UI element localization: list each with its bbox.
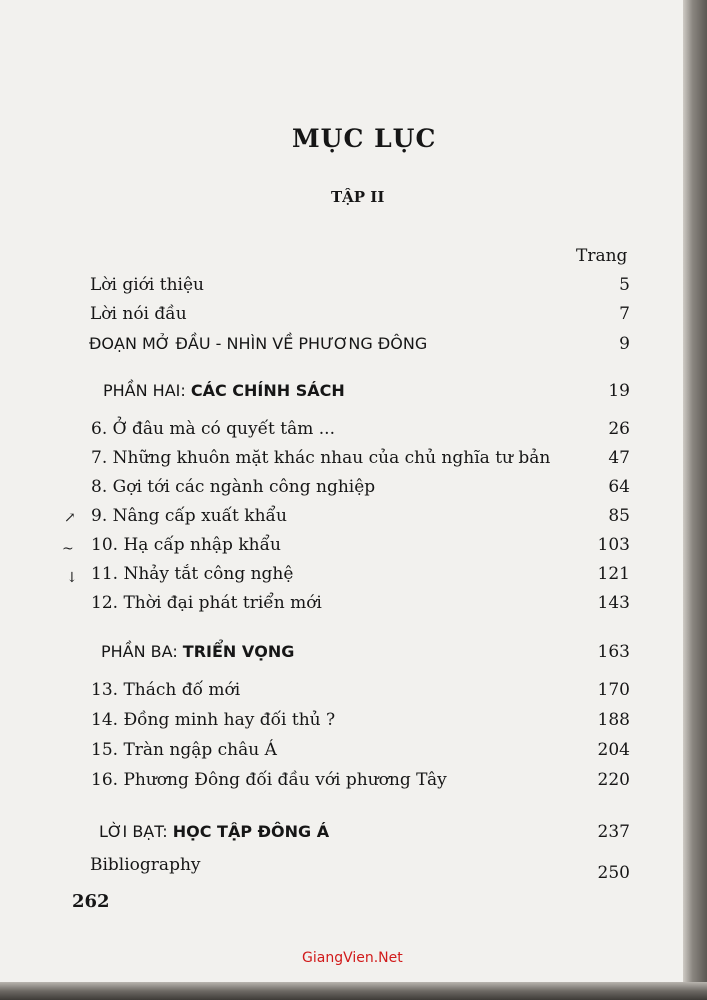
toc-entry-label: 9. Nâng cấp xuất khẩu: [91, 506, 287, 526]
toc-part-heading: [0, 642, 683, 666]
toc-entry-page: 103: [597, 535, 630, 555]
part-prefix: LỜI BẠT:: [99, 822, 173, 841]
toc-entry-label: Lời nói đầu: [90, 304, 187, 324]
pen-mark: ~: [62, 541, 74, 557]
toc-entry-page: 9: [619, 334, 630, 354]
toc-entry: [0, 535, 683, 559]
toc-entry-page: 47: [608, 448, 630, 468]
toc-entry: [0, 740, 683, 764]
toc-entry-page: 7: [619, 304, 630, 324]
page-column-header: Trang: [576, 246, 628, 266]
toc-entry-page: 250: [597, 863, 630, 883]
toc-entry-label: 12. Thời đại phát triển mới: [91, 593, 322, 613]
toc-entry-page: 26: [608, 419, 630, 439]
toc-entry-page: 204: [597, 740, 630, 760]
toc-entry-label: 6. Ở đâu mà có quyết tâm ...: [91, 419, 335, 439]
toc-entry-label: ĐOẠN MỞ ĐẦU - NHÌN VỀ PHƯƠNG ĐÔNG: [89, 334, 428, 353]
page-edge-shadow: [683, 0, 707, 1000]
toc-entry-label: 14. Đồng minh hay đối thủ ?: [91, 710, 336, 730]
toc-part-heading: [0, 822, 683, 846]
toc-entry-page: 170: [597, 680, 630, 700]
toc-entry-page: 237: [597, 822, 630, 842]
toc-entry-page: 5: [619, 275, 630, 295]
toc-entry: [0, 275, 683, 299]
toc-entry-page: 163: [597, 642, 630, 662]
toc-entry: [0, 419, 683, 443]
toc-entry-page: 188: [597, 710, 630, 730]
toc-entry-label: 16. Phương Đông đối đầu với phương Tây: [91, 770, 447, 790]
toc-entry: [0, 855, 683, 883]
toc-entry: [0, 448, 683, 472]
toc-entry-label: 8. Gợi tới các ngành công nghiệp: [91, 477, 376, 497]
part-title: HỌC TẬP ĐÔNG Á: [172, 822, 330, 841]
toc-entry: [0, 304, 683, 328]
toc-entry: [0, 710, 683, 734]
toc-entry: [0, 593, 683, 617]
toc-entry-label: 7. Những khuôn mặt khác nhau của chủ nghĩa tư bản: [91, 448, 551, 468]
page-title: MỤC LỤC: [292, 124, 437, 153]
volume-label: TẬP II: [331, 188, 385, 206]
toc-entry-label: 13. Thách đố mới: [91, 680, 241, 700]
pen-mark: ↗: [64, 510, 76, 526]
toc-entry-label: 15. Tràn ngập châu Á: [91, 740, 277, 760]
toc-part-heading: [0, 381, 683, 405]
part-title: TRIỂN VỌNG: [182, 642, 295, 661]
part-prefix: PHẦN BA:: [101, 642, 183, 661]
toc-entry: [0, 334, 683, 358]
page-bottom-shadow: [0, 982, 707, 1000]
toc-entry-label: Bibliography: [90, 855, 201, 875]
part-prefix: PHẦN HAI:: [103, 381, 191, 400]
watermark: GiangVien.Net: [302, 950, 403, 966]
toc-entry: [0, 506, 683, 530]
toc-entry-label: Lời giới thiệu: [90, 275, 204, 295]
toc-entry-page: 220: [597, 770, 630, 790]
toc-entry-page: 85: [608, 506, 630, 526]
toc-entry-page: 143: [597, 593, 630, 613]
page-number: 262: [72, 891, 110, 912]
toc-entry-page: 19: [608, 381, 630, 401]
toc-entry-page: 121: [597, 564, 630, 584]
toc-entry: [0, 770, 683, 794]
toc-entry-page: 64: [608, 477, 630, 497]
toc-entry: [0, 680, 683, 704]
pen-mark: ↓: [66, 570, 78, 586]
toc-entry-label: 10. Hạ cấp nhập khẩu: [91, 535, 281, 555]
part-title: CÁC CHÍNH SÁCH: [190, 381, 345, 400]
toc-entry: [0, 477, 683, 501]
toc-entry-label: 11. Nhảy tắt công nghệ: [91, 564, 294, 584]
toc-entry: [0, 564, 683, 588]
